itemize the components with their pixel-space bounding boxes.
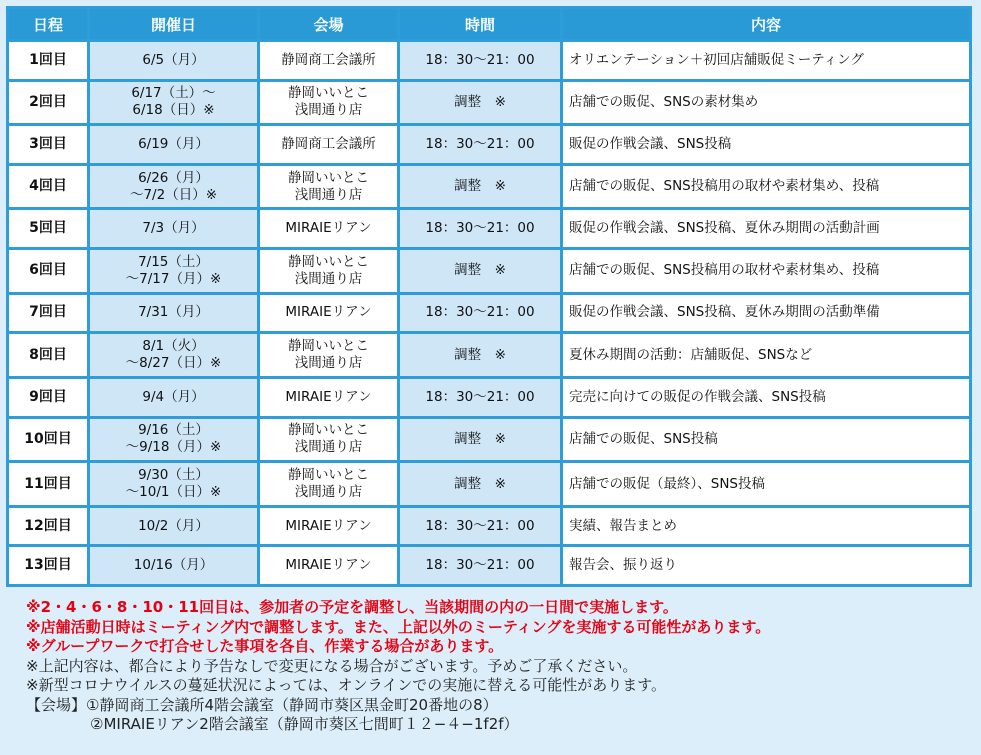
session-number: 12回目 bbox=[9, 508, 87, 545]
session-date bbox=[90, 334, 257, 376]
table-row bbox=[9, 42, 969, 79]
date-line-1: 7/15（土） bbox=[138, 253, 209, 270]
session-time: 調整 ※ bbox=[400, 419, 560, 461]
venue-line-2: 浅間通り店 bbox=[294, 270, 363, 287]
session-number: 8回目 bbox=[9, 334, 87, 376]
session-content: 報告会、振り返り bbox=[563, 547, 969, 584]
session-content: 店舗での販促、SNS投稿用の取材や素材集め、投稿 bbox=[563, 250, 969, 292]
session-number: 7回目 bbox=[9, 295, 87, 332]
venue-line-2: ②MIRAIEリアン2階会議室（静岡市葵区七間町１２−４−1f2f） bbox=[90, 715, 519, 733]
table-row bbox=[9, 295, 969, 332]
session-number: 9回目 bbox=[9, 379, 87, 416]
table-row bbox=[9, 82, 969, 124]
session-number: 11回目 bbox=[9, 463, 87, 505]
session-venue bbox=[260, 82, 397, 124]
session-date bbox=[90, 166, 257, 208]
venue-line-1: 静岡いいとこ bbox=[288, 338, 369, 355]
venue-line-1: 静岡商工会議所 bbox=[281, 51, 376, 68]
date-line-2: 6/18（日）※ bbox=[132, 102, 215, 119]
session-date bbox=[90, 419, 257, 461]
table-header-row bbox=[9, 9, 969, 39]
session-date bbox=[90, 547, 257, 584]
session-content: 実績、報告まとめ bbox=[563, 508, 969, 545]
venue-line-1: MIRAIEリアン bbox=[285, 557, 372, 574]
session-content: 夏休み期間の活動：店舗販促、SNSなど bbox=[563, 334, 969, 376]
venue-line-1: MIRAIEリアン bbox=[285, 220, 372, 237]
session-date bbox=[90, 379, 257, 416]
notes-section bbox=[26, 598, 976, 735]
venue-line-1: MIRAIEリアン bbox=[285, 388, 372, 405]
session-venue bbox=[260, 334, 397, 376]
session-content: 販促の作戦会議、SNS投稿、夏休み期間の活動準備 bbox=[563, 295, 969, 332]
session-number: 6回目 bbox=[9, 250, 87, 292]
date-line-1: 9/16（土） bbox=[138, 422, 209, 439]
session-content: 販促の作戦会議、SNS投稿、夏休み期間の活動計画 bbox=[563, 210, 969, 247]
session-content: 完売に向けての販促の作戦会議、SNS投稿 bbox=[563, 379, 969, 416]
session-venue bbox=[260, 463, 397, 505]
session-date bbox=[90, 42, 257, 79]
session-date bbox=[90, 126, 257, 163]
note-covid: ※新型コロナウイルスの蔓延状況によっては、オンラインでの実施に替える可能性があります。 bbox=[26, 676, 667, 694]
header-content: 内容 bbox=[563, 9, 969, 39]
session-time: 調整 ※ bbox=[400, 166, 560, 208]
session-venue bbox=[260, 508, 397, 545]
date-line-1: 6/26（月） bbox=[138, 169, 209, 186]
date-line-1: 6/17（土）～ bbox=[131, 85, 216, 102]
table-row bbox=[9, 547, 969, 584]
date-line-2: ～8/27（日）※ bbox=[125, 355, 222, 372]
session-number: 13回目 bbox=[9, 547, 87, 584]
session-time: 18：30～21：00 bbox=[400, 379, 560, 416]
session-time: 18：30～21：00 bbox=[400, 508, 560, 545]
session-venue bbox=[260, 42, 397, 79]
table-row bbox=[9, 166, 969, 208]
session-date bbox=[90, 463, 257, 505]
header-date: 開催日 bbox=[90, 9, 257, 39]
date-line-1: 6/5（月） bbox=[142, 51, 205, 68]
session-time: 18：30～21：00 bbox=[400, 295, 560, 332]
session-venue bbox=[260, 547, 397, 584]
session-time: 18：30～21：00 bbox=[400, 210, 560, 247]
session-time: 18：30～21：00 bbox=[400, 42, 560, 79]
venue-line-1: 静岡商工会議所 bbox=[281, 136, 376, 153]
venue-line-1: 【会場】①静岡商工会議所4階会議室（静岡市葵区黒金町20番地の8） bbox=[26, 695, 498, 714]
session-venue bbox=[260, 295, 397, 332]
venue-line-2: 浅間通り店 bbox=[294, 439, 363, 456]
session-time: 調整 ※ bbox=[400, 463, 560, 505]
session-content: オリエンテーション＋初回店舗販促ミーティング bbox=[563, 42, 969, 79]
table-row bbox=[9, 419, 969, 461]
session-number: 2回目 bbox=[9, 82, 87, 124]
session-number: 10回目 bbox=[9, 419, 87, 461]
session-venue bbox=[260, 379, 397, 416]
schedule-table bbox=[6, 6, 972, 587]
date-line-1: 9/30（土） bbox=[138, 467, 209, 483]
session-content: 店舗での販促、SNS投稿 bbox=[563, 419, 969, 461]
date-line-2: ～10/1（日）※ bbox=[125, 484, 222, 500]
venue-line-1: MIRAIEリアン bbox=[285, 304, 372, 321]
schedule-table-frame bbox=[6, 6, 972, 587]
header-schedule: 日程 bbox=[9, 9, 87, 39]
table-row bbox=[9, 379, 969, 416]
note-store-activity: ※店舗活動日時はミーティング内で調整します。また、上記以外のミーティングを実施する可能性があります。 bbox=[26, 617, 771, 636]
venue-line-1: 静岡いいとこ bbox=[288, 467, 369, 483]
date-line-2: ～7/17（月）※ bbox=[125, 270, 222, 287]
venue-line-2: 浅間通り店 bbox=[294, 484, 363, 500]
session-time: 調整 ※ bbox=[400, 334, 560, 376]
header-venue: 会場 bbox=[260, 9, 397, 39]
session-date bbox=[90, 82, 257, 124]
session-date bbox=[90, 295, 257, 332]
header-time: 時間 bbox=[400, 9, 560, 39]
venue-line-1: MIRAIEリアン bbox=[285, 517, 372, 534]
session-content: 店舗での販促、SNS投稿用の取材や素材集め、投稿 bbox=[563, 166, 969, 208]
venue-line-2: 浅間通り店 bbox=[294, 355, 363, 372]
table-row bbox=[9, 463, 969, 505]
session-time: 18：30～21：00 bbox=[400, 547, 560, 584]
session-time: 調整 ※ bbox=[400, 250, 560, 292]
date-line-1: 8/1（火） bbox=[142, 338, 205, 355]
session-number: 5回目 bbox=[9, 210, 87, 247]
venue-line-1: 静岡いいとこ bbox=[288, 253, 369, 270]
date-line-1: 6/19（月） bbox=[138, 136, 209, 153]
venue-line-1: 静岡いいとこ bbox=[288, 169, 369, 186]
session-content: 店舗での販促（最終）、SNS投稿 bbox=[563, 463, 969, 505]
session-time: 18：30～21：00 bbox=[400, 126, 560, 163]
session-venue bbox=[260, 210, 397, 247]
date-line-1: 7/31（月） bbox=[138, 304, 209, 321]
session-number: 1回目 bbox=[9, 42, 87, 79]
session-date bbox=[90, 508, 257, 545]
table-row bbox=[9, 508, 969, 545]
note-group-work: ※グループワークで打合せした事項を各自、作業する場合があります。 bbox=[26, 637, 504, 655]
date-line-1: 10/2（月） bbox=[138, 517, 209, 534]
note-change-notice: ※上記内容は、都合により予告なしで変更になる場合がございます。予めご了承ください。 bbox=[26, 656, 638, 675]
session-venue bbox=[260, 166, 397, 208]
table-row bbox=[9, 334, 969, 376]
table-row bbox=[9, 210, 969, 247]
venue-line-1: 静岡いいとこ bbox=[288, 422, 369, 439]
session-number: 4回目 bbox=[9, 166, 87, 208]
session-venue bbox=[260, 419, 397, 461]
session-date bbox=[90, 210, 257, 247]
table-row bbox=[9, 250, 969, 292]
session-venue bbox=[260, 250, 397, 292]
session-number: 3回目 bbox=[9, 126, 87, 163]
session-time: 調整 ※ bbox=[400, 82, 560, 124]
table-row bbox=[9, 126, 969, 163]
session-date bbox=[90, 250, 257, 292]
date-line-2: ～7/2（日）※ bbox=[129, 186, 218, 203]
date-line-1: 9/4（月） bbox=[142, 388, 205, 405]
date-line-2: ～9/18（月）※ bbox=[125, 439, 222, 456]
note-adjustment: ※2・4・6・8・10・11回目は、参加者の予定を調整し、当該期間の内の一日間で実施します。 bbox=[26, 598, 678, 616]
session-venue bbox=[260, 126, 397, 163]
session-content: 店舗での販促、SNSの素材集め bbox=[563, 82, 969, 124]
date-line-1: 10/16（月） bbox=[133, 557, 214, 574]
venue-line-2: 浅間通り店 bbox=[294, 186, 363, 203]
venue-line-1: 静岡いいとこ bbox=[288, 85, 369, 102]
session-content: 販促の作戦会議、SNS投稿 bbox=[563, 126, 969, 163]
venue-line-2: 浅間通り店 bbox=[294, 102, 363, 119]
date-line-1: 7/3（月） bbox=[142, 220, 205, 237]
